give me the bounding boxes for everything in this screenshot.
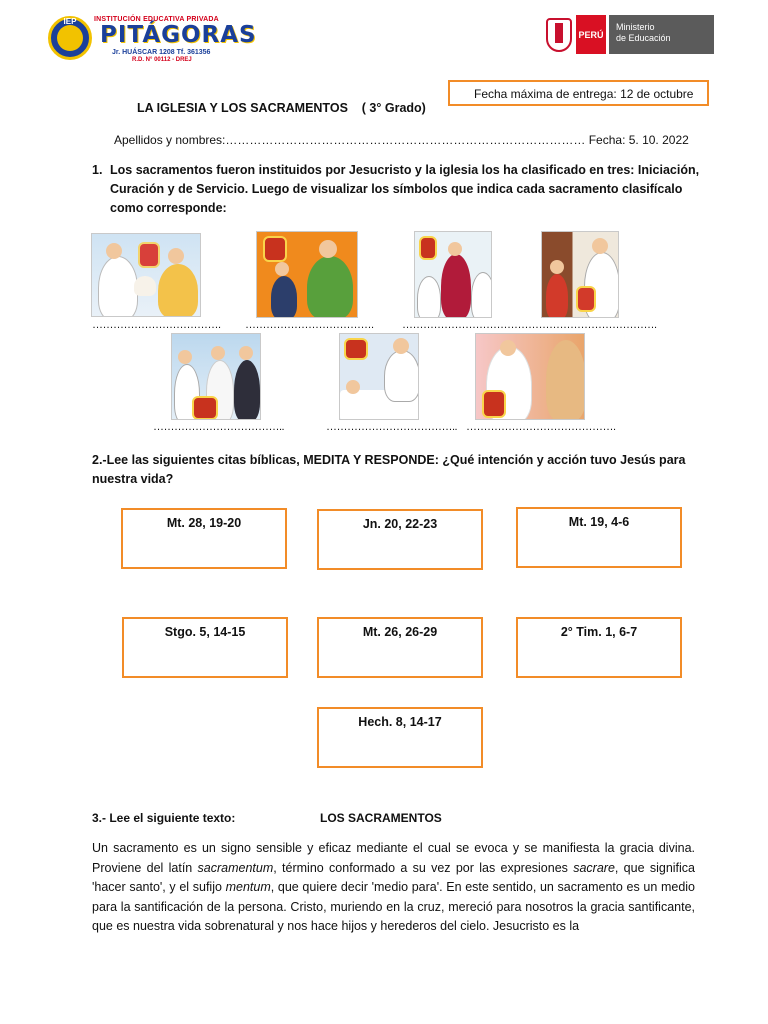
holy-orders-illustration — [414, 231, 492, 318]
matrimony-illustration — [171, 333, 261, 420]
ministry-line-1: Ministerio — [616, 22, 655, 32]
question-3-title: LOS SACRAMENTOS — [320, 811, 442, 825]
school-logo — [48, 16, 92, 60]
citation-box-tim-1[interactable]: 2° Tim. 1, 6-7 — [516, 617, 682, 678]
page-title: LA IGLESIA Y LOS SACRAMENTOS ( 3° Grado) — [137, 101, 426, 115]
logo-ring — [57, 25, 83, 51]
question-1 — [92, 161, 712, 218]
anointing-of-the-sick-illustration — [339, 333, 419, 420]
peru-shield-icon — [546, 18, 572, 52]
paragraph-part-4: , que quiere decir 'medio para'. En este sentido, un sacramento es un medio para la santificación de la persona. Cristo, muriendo en la cruz, mereció para nosotros la gracia santificante, que es nuestra vida sobrenatural y nos hace hijos y herederos del cielo. Jesucristo es la — [92, 880, 696, 933]
answer-blank-5[interactable]: ……………………………….. — [153, 421, 285, 433]
question-1-text: Los sacramentos fueron instituidos por Jesucristo y la iglesia los ha clasificado en tres: Iniciación, Curación y de Servicio. Luego de visualizar los símbolos que indica cada sacramento clasifícalo como corresponde: — [110, 163, 700, 215]
peru-label: PERÚ — [576, 15, 606, 54]
question-2: 2.-Lee las siguientes citas bíblicas, MEDITA Y RESPONDE: ¿Qué intención y acción tuvo Jesús para nuestra vida? — [92, 453, 686, 486]
school-brand: PITÁGORAS — [100, 22, 257, 48]
question-3-label: 3.- Lee el siguiente texto: — [92, 811, 236, 825]
school-address: Jr. HUÁSCAR 1208 Tf. 361356 — [112, 49, 211, 56]
confirmation-illustration — [256, 231, 358, 318]
logo-text: IEP — [63, 17, 77, 26]
ministry-line-2: de Educación — [616, 33, 671, 43]
answer-blank-4[interactable]: ………………………………. — [528, 319, 657, 331]
question-1-number: 1. — [92, 163, 103, 177]
paragraph-part-2: , término conformado a su vez por las expresiones — [273, 860, 574, 875]
citation-box-stgo-5[interactable]: Stgo. 5, 14-15 — [122, 617, 288, 678]
ministry-label — [609, 15, 714, 54]
reading-paragraph — [92, 839, 695, 937]
eucharist-illustration — [475, 333, 585, 420]
citation-box-mt-19[interactable]: Mt. 19, 4-6 — [516, 507, 682, 568]
latin-term-sacrare: sacrare — [573, 860, 615, 875]
baptism-illustration — [91, 233, 201, 317]
answer-blank-2[interactable]: ………………………………. — [245, 319, 374, 331]
reconciliation-illustration — [541, 231, 619, 318]
paragraph-part-3: , que significa 'hacer santo', y el sufijo — [92, 860, 695, 894]
answer-blank-3[interactable]: ……………………………… — [402, 319, 528, 331]
answer-blank-7[interactable]: ……………………………………. — [466, 421, 616, 433]
latin-term-mentum: mentum — [225, 880, 271, 894]
citation-box-mt-26[interactable]: Mt. 26, 26-29 — [317, 617, 483, 678]
answer-blank-1[interactable]: ………………………………. — [92, 319, 221, 331]
school-name: INSTITUCIÓN EDUCATIVA PRIVADA — [94, 16, 219, 23]
deadline-box: Fecha máxima de entrega: 12 de octubre — [448, 80, 709, 106]
latin-term-sacramentum: sacramentum — [197, 860, 274, 875]
citation-box-jn-20[interactable]: Jn. 20, 22-23 — [317, 509, 483, 570]
answer-blank-6[interactable]: ……………………………….. — [326, 421, 458, 433]
paragraph-part-1: Un sacramento es un signo sensible y eficaz mediante el cual se evoca y se manifiesta la gracia divina. Proviene del latín — [92, 841, 695, 875]
citation-box-hech-8[interactable]: Hech. 8, 14-17 — [317, 707, 483, 768]
school-resolution: R.D. N° 00112 - DREJ — [132, 57, 192, 63]
citation-box-mt-28[interactable]: Mt. 28, 19-20 — [121, 508, 287, 569]
student-name-line: Apellidos y nombres:……………………………………………………………………………… Fecha: 5. 10. 2022 — [114, 133, 689, 147]
